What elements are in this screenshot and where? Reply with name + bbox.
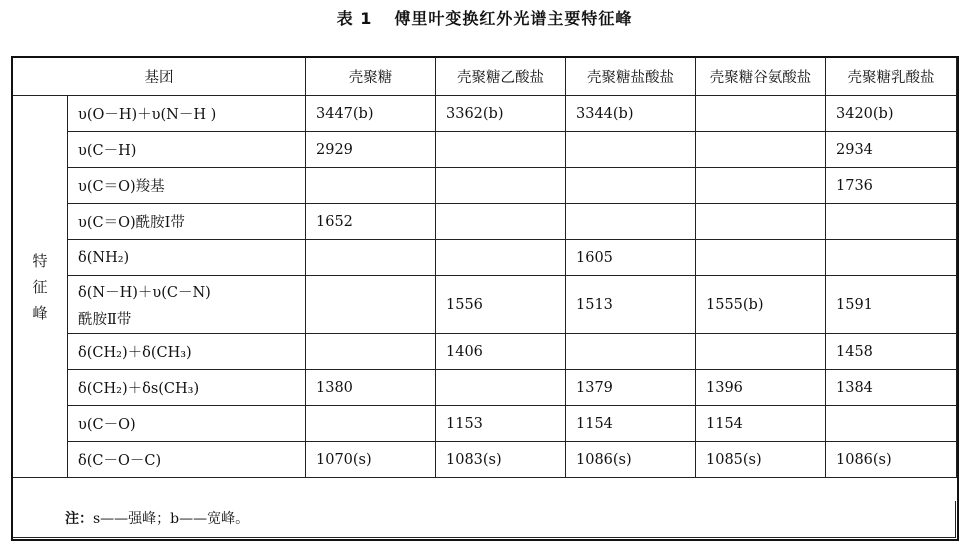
value-cell: 2929: [306, 132, 436, 168]
table-row: [13, 406, 957, 442]
value-cell: [826, 204, 957, 240]
header-group: 基团: [13, 58, 306, 96]
value-cell: 1396: [696, 370, 826, 406]
value-cell: [566, 132, 696, 168]
value-cell: 3344(b): [566, 96, 696, 132]
value-cell: 1154: [566, 406, 696, 442]
group-label: δ(C－O－C): [78, 453, 162, 469]
value-cell: 1086(s): [566, 442, 696, 478]
value-cell: 1458: [826, 334, 957, 370]
value-cell: [306, 406, 436, 442]
value-cell: [696, 96, 826, 132]
value-cell: 1555(b): [696, 276, 826, 334]
header-col-4: 壳聚糖谷氨酸盐: [696, 58, 826, 96]
value-cell: 1652: [306, 204, 436, 240]
group-label: υ(C＝O)酰胺Ⅰ带: [78, 215, 185, 231]
group-label: υ(C－O): [78, 417, 136, 433]
table-row: [13, 204, 957, 240]
group-cell: [68, 96, 306, 132]
group-cell: [68, 204, 306, 240]
value-cell: 1083(s): [436, 442, 566, 478]
group-label: δ(N－H)＋υ(C－N): [78, 284, 211, 301]
table-row: [13, 240, 957, 276]
value-cell: 1384: [826, 370, 957, 406]
group-cell: [68, 334, 306, 370]
value-cell: [306, 240, 436, 276]
value-cell: 1591: [826, 276, 957, 334]
table-row: [13, 334, 957, 370]
group-cell: [68, 132, 306, 168]
value-cell: 1154: [696, 406, 826, 442]
group-label-line2: 酰胺Ⅱ带: [78, 311, 132, 328]
value-cell: 3362(b): [436, 96, 566, 132]
value-cell: 1406: [436, 334, 566, 370]
value-cell: [436, 240, 566, 276]
group-label: υ(O－H)＋υ(N－H ): [78, 107, 217, 123]
value-cell: [436, 132, 566, 168]
header-col-5: 壳聚糖乳酸盐: [826, 58, 957, 96]
value-cell: [566, 168, 696, 204]
table-number: 表 1: [336, 9, 373, 28]
note-label: 注：: [65, 511, 93, 527]
group-cell: [68, 168, 306, 204]
value-cell: 1513: [566, 276, 696, 334]
value-cell: 1085(s): [696, 442, 826, 478]
table-row: [13, 132, 957, 168]
group-label: υ(C＝O)羧基: [78, 179, 165, 195]
value-cell: [436, 370, 566, 406]
side-label-char: 征: [32, 277, 48, 296]
group-label: δ(CH₂)＋δs(CH₃): [78, 381, 200, 397]
value-cell: [566, 334, 696, 370]
header-col-3: 壳聚糖盐酸盐: [566, 58, 696, 96]
value-cell: 1556: [436, 276, 566, 334]
group-label: υ(C－H): [78, 143, 137, 159]
table-note: [12, 501, 956, 538]
side-label: [13, 96, 68, 478]
value-cell: [826, 240, 957, 276]
value-cell: [306, 168, 436, 204]
table-row: [13, 96, 957, 132]
ftir-peak-table: [12, 57, 957, 478]
value-cell: 1736: [826, 168, 957, 204]
table-title: [0, 6, 969, 29]
group-cell: [68, 406, 306, 442]
value-cell: [696, 132, 826, 168]
side-label-char: 峰: [32, 303, 48, 322]
value-cell: [306, 276, 436, 334]
table-row: [13, 168, 957, 204]
value-cell: 1070(s): [306, 442, 436, 478]
value-cell: [566, 204, 696, 240]
value-cell: [826, 406, 957, 442]
group-cell: [68, 442, 306, 478]
value-cell: 3420(b): [826, 96, 957, 132]
table-row: [13, 442, 957, 478]
note-text: s——强峰；b——宽峰。: [93, 511, 250, 527]
group-cell: [68, 276, 306, 334]
table-row: [13, 276, 957, 334]
group-label: δ(CH₂)＋δ(CH₃): [78, 345, 192, 361]
table-title-text: 傅里叶变换红外光谱主要特征峰: [394, 9, 633, 28]
value-cell: [696, 240, 826, 276]
table-row: [13, 370, 957, 406]
value-cell: [696, 168, 826, 204]
group-cell: [68, 240, 306, 276]
group-label: δ(NH₂): [78, 249, 130, 266]
header-col-2: 壳聚糖乙酸盐: [436, 58, 566, 96]
value-cell: 3447(b): [306, 96, 436, 132]
value-cell: 1379: [566, 370, 696, 406]
group-cell: [68, 370, 306, 406]
value-cell: 2934: [826, 132, 957, 168]
header-row: [13, 58, 957, 96]
value-cell: 1153: [436, 406, 566, 442]
value-cell: [696, 204, 826, 240]
value-cell: [306, 334, 436, 370]
value-cell: 1380: [306, 370, 436, 406]
value-cell: [436, 204, 566, 240]
value-cell: [696, 334, 826, 370]
value-cell: [436, 168, 566, 204]
value-cell: 1605: [566, 240, 696, 276]
value-cell: 1086(s): [826, 442, 957, 478]
header-col-1: 壳聚糖: [306, 58, 436, 96]
side-label-char: 特: [32, 251, 48, 270]
